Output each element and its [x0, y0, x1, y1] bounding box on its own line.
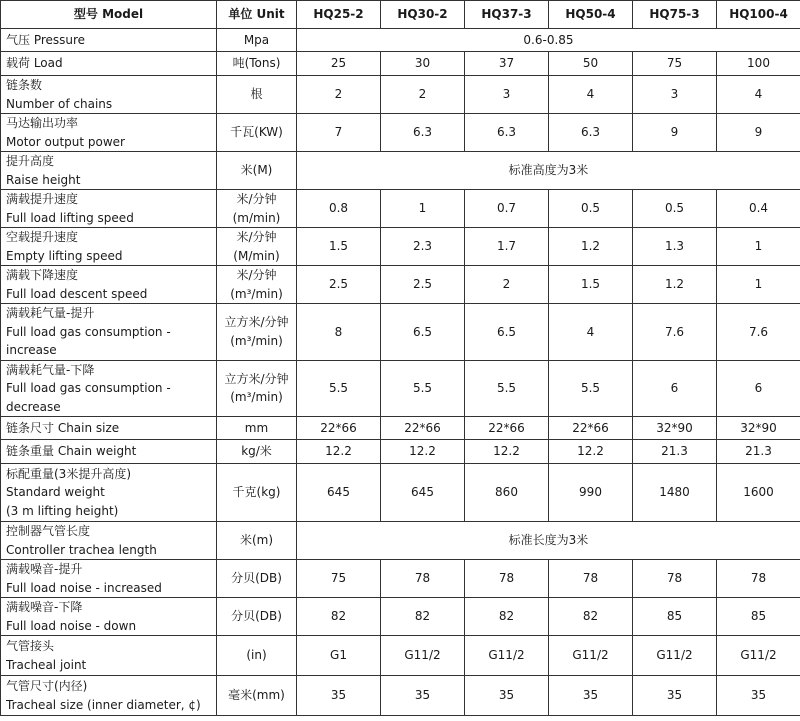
unit-label-line: 立方米/分钟 — [224, 371, 289, 386]
value-cell: 1.3 — [633, 228, 717, 266]
unit-cell — [217, 464, 297, 522]
param-label-line: (3 m lifting height) — [6, 503, 119, 518]
value-cell: 75 — [297, 560, 381, 598]
value-cell: 7.6 — [717, 304, 800, 361]
value-cell: 32*90 — [717, 417, 800, 440]
value-cell: 0.7 — [465, 190, 549, 228]
row-empty-lifting-speed — [1, 228, 800, 266]
unit-label-line: 米/分钟 — [236, 192, 277, 206]
param-label-line: Full load noise - increased — [6, 580, 162, 595]
unit-label-line: 米(m) — [239, 533, 274, 548]
value-cell: 5.5 — [381, 360, 465, 417]
value-cell: G11/2 — [717, 636, 800, 676]
param-label — [1, 440, 217, 464]
param-label — [1, 76, 217, 114]
unit-label-line: 吨(Tons) — [232, 56, 281, 71]
value-cell: 0.8 — [297, 190, 381, 228]
value-cell: 1480 — [633, 464, 717, 522]
unit-cell — [217, 228, 297, 266]
header-model-3: HQ37-3 — [465, 1, 549, 29]
header-model-5: HQ75-3 — [633, 1, 717, 29]
value-cell: 35 — [549, 676, 633, 716]
header-model-4: HQ50-4 — [549, 1, 633, 29]
param-label-line: Full load gas consumption - — [6, 381, 171, 395]
value-cell: 22*66 — [549, 417, 633, 440]
row-load — [1, 52, 800, 76]
param-label-line: decrease — [6, 399, 61, 414]
value-cell: 6.5 — [381, 304, 465, 361]
value-cell: 82 — [465, 598, 549, 636]
value-cell: 8 — [297, 304, 381, 361]
value-cell: 1.2 — [549, 228, 633, 266]
unit-label-line: 米/分钟 — [236, 230, 277, 244]
value-cell: 78 — [381, 560, 465, 598]
unit-cell — [217, 76, 297, 114]
unit-cell — [217, 190, 297, 228]
param-label-line: Motor output power — [6, 134, 125, 149]
value-cell: G11/2 — [549, 636, 633, 676]
value-cell: G1 — [297, 636, 381, 676]
unit-label-line: 米/分钟 — [236, 268, 277, 282]
header-unit: 单位 Unit — [217, 1, 297, 29]
param-label-line: 满载提升速度 — [6, 192, 79, 206]
param-label — [1, 114, 217, 152]
value-cell: 85 — [633, 598, 717, 636]
value-cell: 100 — [717, 52, 800, 76]
value-cell: 82 — [549, 598, 633, 636]
value-cell: 6.3 — [381, 114, 465, 152]
param-label — [1, 464, 217, 522]
param-label-line: 气压 Pressure — [6, 32, 86, 47]
unit-label-line: 分贝(DB) — [231, 571, 282, 586]
value-cell: 7.6 — [633, 304, 717, 361]
value-cell: 35 — [717, 676, 800, 716]
unit-label-line: (m³/min) — [230, 333, 283, 348]
param-label-line: Tracheal joint — [6, 657, 87, 672]
unit-label-line: 米(M) — [240, 163, 273, 178]
unit-label-line: (in) — [246, 648, 267, 663]
unit-label-line: 千克(kg) — [232, 485, 281, 500]
row-chain-size — [1, 417, 800, 440]
value-cell: 2 — [297, 76, 381, 114]
value-cell: 25 — [297, 52, 381, 76]
value-cell: 12.2 — [465, 440, 549, 464]
value-cell: 6.5 — [465, 304, 549, 361]
param-label — [1, 304, 217, 361]
value-cell: 9 — [633, 114, 717, 152]
param-label-line: 提升高度 — [6, 154, 55, 168]
row-full-load-lifting-speed — [1, 190, 800, 228]
value-cell: 22*66 — [465, 417, 549, 440]
row-chain-weight — [1, 440, 800, 464]
param-label-line: 空载提升速度 — [6, 230, 79, 244]
unit-cell — [217, 114, 297, 152]
unit-label-line: (M/min) — [233, 248, 280, 263]
value-cell: 37 — [465, 52, 549, 76]
value-cell: 1 — [717, 266, 800, 304]
unit-cell — [217, 360, 297, 417]
value-cell: 6.3 — [465, 114, 549, 152]
param-label-line: 气管接头 — [6, 639, 55, 653]
value-cell: 2.3 — [381, 228, 465, 266]
param-label-line: Standard weight — [6, 485, 105, 500]
merged-value-cell: 标准高度为3米 — [297, 152, 800, 190]
param-label-line: Raise height — [6, 172, 81, 187]
value-cell: 30 — [381, 52, 465, 76]
param-label-line: Full load lifting speed — [6, 210, 134, 225]
row-tracheal-size — [1, 676, 800, 716]
value-cell: 6 — [633, 360, 717, 417]
value-cell: 1.5 — [297, 228, 381, 266]
value-cell: 2.5 — [381, 266, 465, 304]
value-cell: 21.3 — [633, 440, 717, 464]
param-label-line: 满载噪音-提升 — [6, 562, 83, 576]
value-cell: 35 — [465, 676, 549, 716]
value-cell: 12.2 — [297, 440, 381, 464]
value-cell: 32*90 — [633, 417, 717, 440]
param-label-line: 标配重量(3米提升高度) — [6, 466, 131, 481]
param-label — [1, 152, 217, 190]
unit-cell — [217, 522, 297, 560]
value-cell: G11/2 — [633, 636, 717, 676]
param-label — [1, 266, 217, 304]
value-cell: 5.5 — [465, 360, 549, 417]
header-model-6: HQ100-4 — [717, 1, 800, 29]
row-tracheal-joint — [1, 636, 800, 676]
value-cell: 35 — [381, 676, 465, 716]
value-cell: 860 — [465, 464, 549, 522]
param-label — [1, 560, 217, 598]
value-cell: 1.7 — [465, 228, 549, 266]
value-cell: 12.2 — [549, 440, 633, 464]
unit-label-line: (m/min) — [232, 210, 281, 225]
row-standard-weight — [1, 464, 800, 522]
param-label-line: 链条数 — [6, 78, 43, 92]
value-cell: 78 — [633, 560, 717, 598]
row-pressure — [1, 29, 800, 52]
value-cell: 6.3 — [549, 114, 633, 152]
param-label-line: 控制器气管长度 — [6, 524, 91, 538]
param-label — [1, 522, 217, 560]
param-label-line: Controller trachea length — [6, 542, 157, 557]
row-number-of-chains — [1, 76, 800, 114]
value-cell: 5.5 — [549, 360, 633, 417]
param-label — [1, 676, 217, 716]
value-cell: 4 — [549, 304, 633, 361]
row-controller-trachea-length — [1, 522, 800, 560]
unit-label-line: Mpa — [243, 32, 270, 47]
value-cell: 9 — [717, 114, 800, 152]
unit-cell — [217, 440, 297, 464]
unit-label-line: (m³/min) — [230, 286, 283, 301]
param-label-line: 链条尺寸 Chain size — [6, 420, 120, 435]
param-label-line: 马达输出功率 — [6, 116, 79, 130]
value-cell: 85 — [717, 598, 800, 636]
value-cell: 3 — [633, 76, 717, 114]
param-label-line: Empty lifting speed — [6, 248, 123, 263]
value-cell: 4 — [717, 76, 800, 114]
value-cell: 1.5 — [549, 266, 633, 304]
unit-label-line: 毫米(mm) — [228, 688, 285, 703]
unit-cell — [217, 636, 297, 676]
value-cell: 5.5 — [297, 360, 381, 417]
unit-cell — [217, 304, 297, 361]
param-label-line: 链条重量 Chain weight — [6, 444, 137, 459]
param-label-line: 满载噪音-下降 — [6, 600, 83, 614]
param-label-line: Full load gas consumption - — [6, 324, 171, 339]
param-label — [1, 52, 217, 76]
unit-cell — [217, 560, 297, 598]
value-cell: 22*66 — [381, 417, 465, 440]
param-label — [1, 360, 217, 417]
value-cell: 78 — [549, 560, 633, 598]
value-cell: 645 — [297, 464, 381, 522]
param-label-line: Tracheal size (inner diameter, ¢) — [6, 697, 201, 712]
param-label-line: 气管尺寸(内径) — [6, 679, 88, 693]
unit-label-line: kg/米 — [241, 444, 272, 459]
value-cell: 2.5 — [297, 266, 381, 304]
value-cell: 50 — [549, 52, 633, 76]
unit-cell — [217, 29, 297, 52]
value-cell: 78 — [717, 560, 800, 598]
value-cell: 82 — [297, 598, 381, 636]
param-label-line: increase — [6, 343, 57, 357]
value-cell: G11/2 — [381, 636, 465, 676]
row-raise-height — [1, 152, 800, 190]
value-cell: 2 — [381, 76, 465, 114]
param-label-line: 载荷 Load — [6, 56, 63, 71]
param-label-line: Full load noise - down — [6, 618, 137, 633]
param-label-line: 满载下降速度 — [6, 268, 79, 282]
value-cell: 645 — [381, 464, 465, 522]
value-cell: 12.2 — [381, 440, 465, 464]
unit-cell — [217, 417, 297, 440]
value-cell: 21.3 — [717, 440, 800, 464]
header-model-1: HQ25-2 — [297, 1, 381, 29]
param-label-line: 满载耗气量-提升 — [6, 306, 95, 320]
unit-label-line: 分贝(DB) — [231, 609, 282, 624]
spec-body — [1, 29, 800, 716]
value-cell: 35 — [633, 676, 717, 716]
row-gas-consumption-increase — [1, 304, 800, 361]
value-cell: 82 — [381, 598, 465, 636]
value-cell: 1 — [381, 190, 465, 228]
row-noise-increased — [1, 560, 800, 598]
unit-label-line: (m³/min) — [230, 390, 283, 405]
header-row — [1, 1, 800, 29]
param-label — [1, 228, 217, 266]
value-cell: 3 — [465, 76, 549, 114]
param-label-line: 满载耗气量-下降 — [6, 362, 95, 377]
value-cell: 0.5 — [549, 190, 633, 228]
value-cell: 75 — [633, 52, 717, 76]
row-motor-output-power — [1, 114, 800, 152]
param-label-line: Full load descent speed — [6, 286, 148, 301]
value-cell: 7 — [297, 114, 381, 152]
value-cell: 22*66 — [297, 417, 381, 440]
value-cell: 2 — [465, 266, 549, 304]
header-model-2: HQ30-2 — [381, 1, 465, 29]
header-model: 型号 Model — [1, 1, 217, 29]
unit-cell — [217, 266, 297, 304]
row-noise-down — [1, 598, 800, 636]
unit-cell — [217, 676, 297, 716]
param-label — [1, 417, 217, 440]
merged-value-cell: 标准长度为3米 — [297, 522, 800, 560]
value-cell: 35 — [297, 676, 381, 716]
unit-label-line: 千瓦(KW) — [230, 125, 283, 140]
value-cell: 6 — [717, 360, 800, 417]
row-gas-consumption-decrease — [1, 360, 800, 417]
value-cell: 1600 — [717, 464, 800, 522]
param-label — [1, 190, 217, 228]
unit-cell — [217, 52, 297, 76]
unit-cell — [217, 152, 297, 190]
param-label-line: Number of chains — [6, 96, 113, 111]
row-full-load-descent-speed — [1, 266, 800, 304]
param-label — [1, 636, 217, 676]
unit-cell — [217, 598, 297, 636]
unit-label-line: mm — [244, 420, 269, 435]
unit-label-line: 根 — [250, 87, 263, 102]
value-cell: G11/2 — [465, 636, 549, 676]
value-cell: 4 — [549, 76, 633, 114]
value-cell: 990 — [549, 464, 633, 522]
value-cell: 78 — [465, 560, 549, 598]
value-cell: 1 — [717, 228, 800, 266]
param-label — [1, 29, 217, 52]
value-cell: 0.5 — [633, 190, 717, 228]
value-cell: 1.2 — [633, 266, 717, 304]
value-cell: 0.4 — [717, 190, 800, 228]
unit-label-line: 立方米/分钟 — [224, 315, 289, 330]
param-label — [1, 598, 217, 636]
merged-value-cell: 0.6-0.85 — [297, 29, 800, 52]
